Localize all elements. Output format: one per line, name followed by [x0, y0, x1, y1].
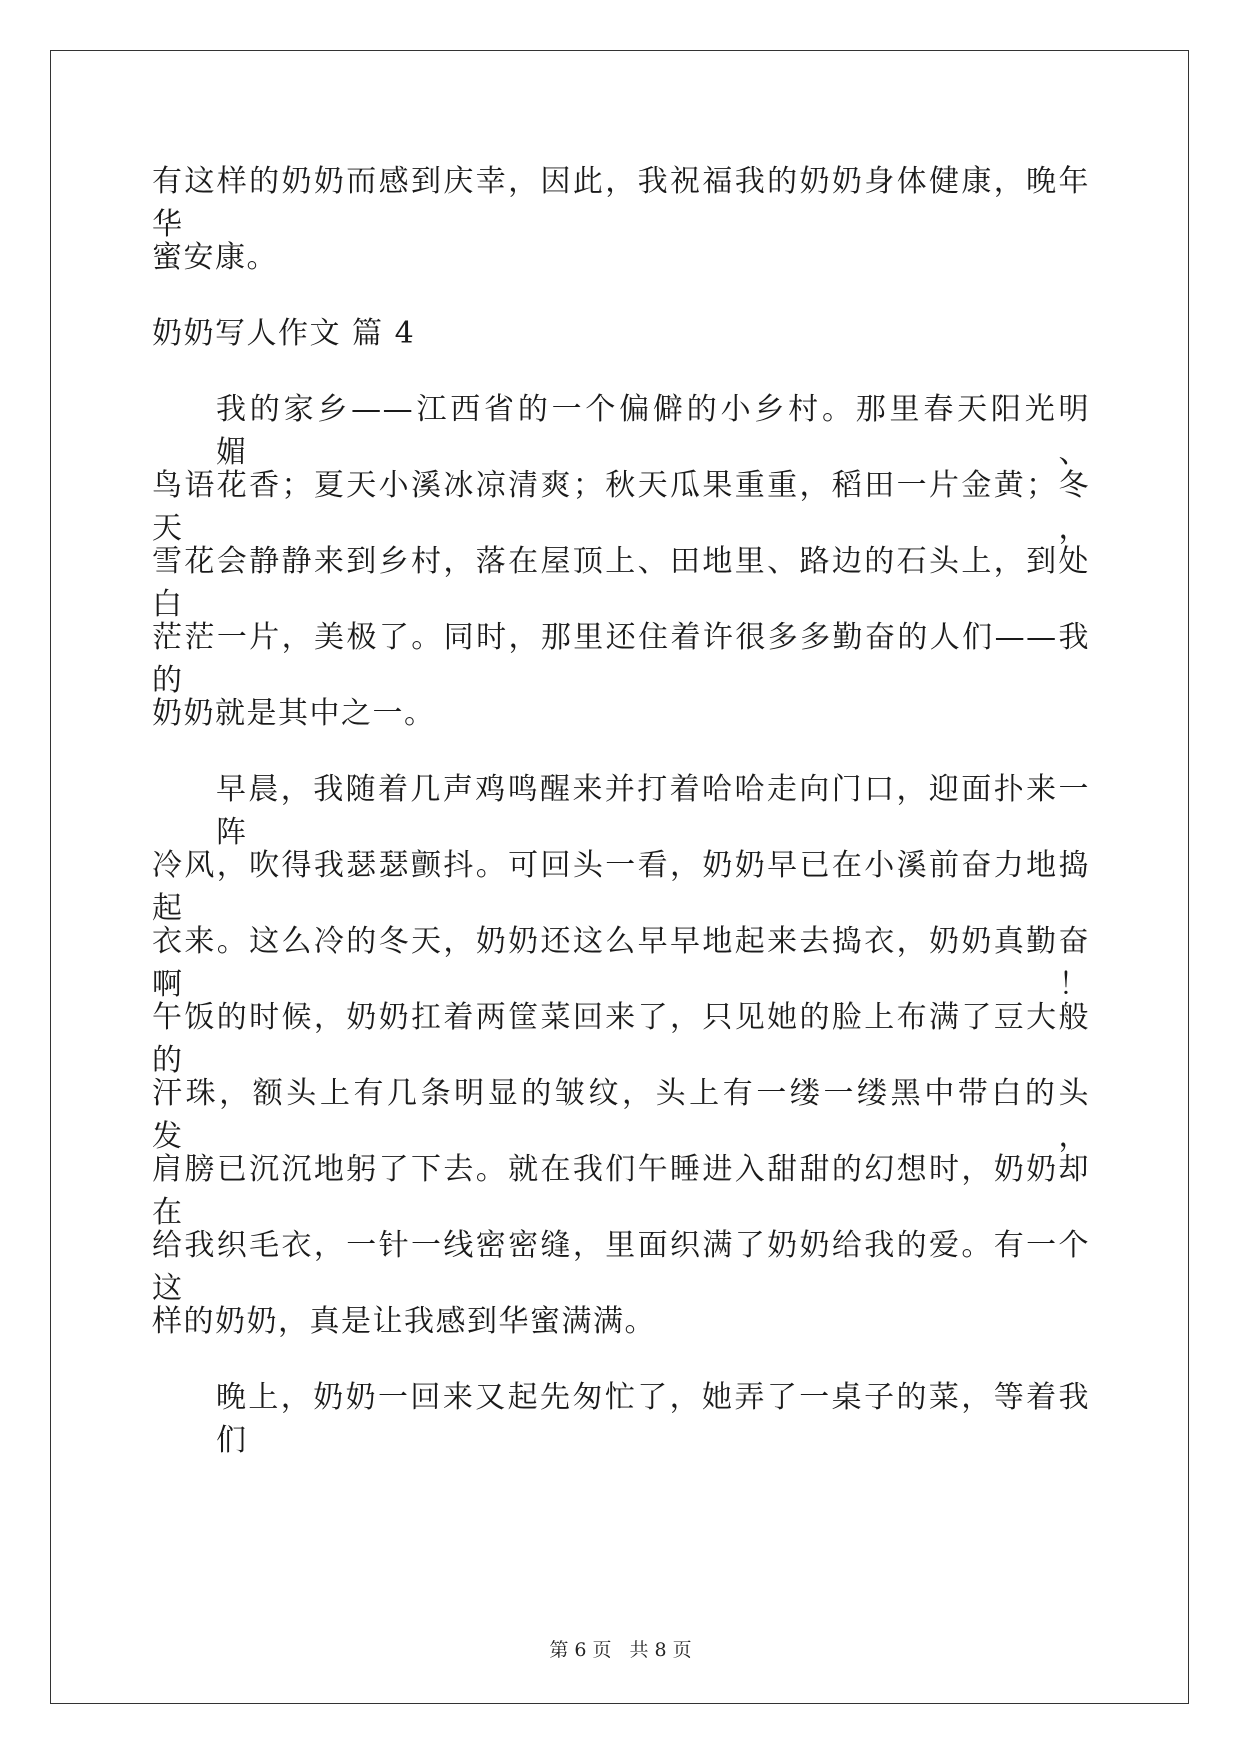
text-line: 汗珠，额头上有几条明显的皱纹，头上有一缕一缕黑中带白的头发， [152, 1076, 1090, 1154]
text-line: 衣来。这么冷的冬天，奶奶还这么早早地起来去捣衣，奶奶真勤奋啊！ [152, 924, 1090, 1002]
text-line: 奶奶就是其中之一。 [152, 696, 436, 731]
text-line: 鸟语花香；夏天小溪冰凉清爽；秋天瓜果重重，稻田一片金黄；冬天， [152, 468, 1090, 546]
page-footer [0, 1635, 1241, 1662]
text-line: 早晨，我随着几声鸡鸣醒来并打着哈哈走向门口，迎面扑来一阵 [216, 772, 1090, 850]
text-line: 样的奶奶，真是让我感到华蜜满满。 [152, 1304, 656, 1339]
text-line: 给我织毛衣，一针一线密密缝，里面织满了奶奶给我的爱。有一个这 [152, 1228, 1090, 1306]
text-line: 蜜安康。 [152, 240, 278, 275]
text-line: 我的家乡——江西省的一个偏僻的小乡村。那里春天阳光明媚、 [216, 392, 1090, 470]
text-line: 晚上，奶奶一回来又起先匆忙了，她弄了一桌子的菜，等着我们 [216, 1380, 1090, 1458]
document-body [152, 160, 1090, 1458]
text-line: 有这样的奶奶而感到庆幸，因此，我祝福我的奶奶身体健康，晚年华 [152, 164, 1090, 242]
total-page-count: 共 8 页 [629, 1639, 692, 1661]
text-line: 肩膀已沉沉地躬了下去。就在我们午睡进入甜甜的幻想时，奶奶却在 [152, 1152, 1090, 1230]
section-heading: 奶奶写人作文 篇 4 [152, 316, 416, 351]
text-line: 午饭的时候，奶奶扛着两筐菜回来了，只见她的脸上布满了豆大般的 [152, 1000, 1090, 1078]
text-line: 冷风，吹得我瑟瑟颤抖。可回头一看，奶奶早已在小溪前奋力地捣起 [152, 848, 1090, 926]
text-line: 雪花会静静来到乡村，落在屋顶上、田地里、路边的石头上，到处白 [152, 544, 1090, 622]
current-page-number: 第 6 页 [549, 1639, 612, 1661]
text-line: 茫茫一片，美极了。同时，那里还住着许很多多勤奋的人们——我的 [152, 620, 1090, 698]
